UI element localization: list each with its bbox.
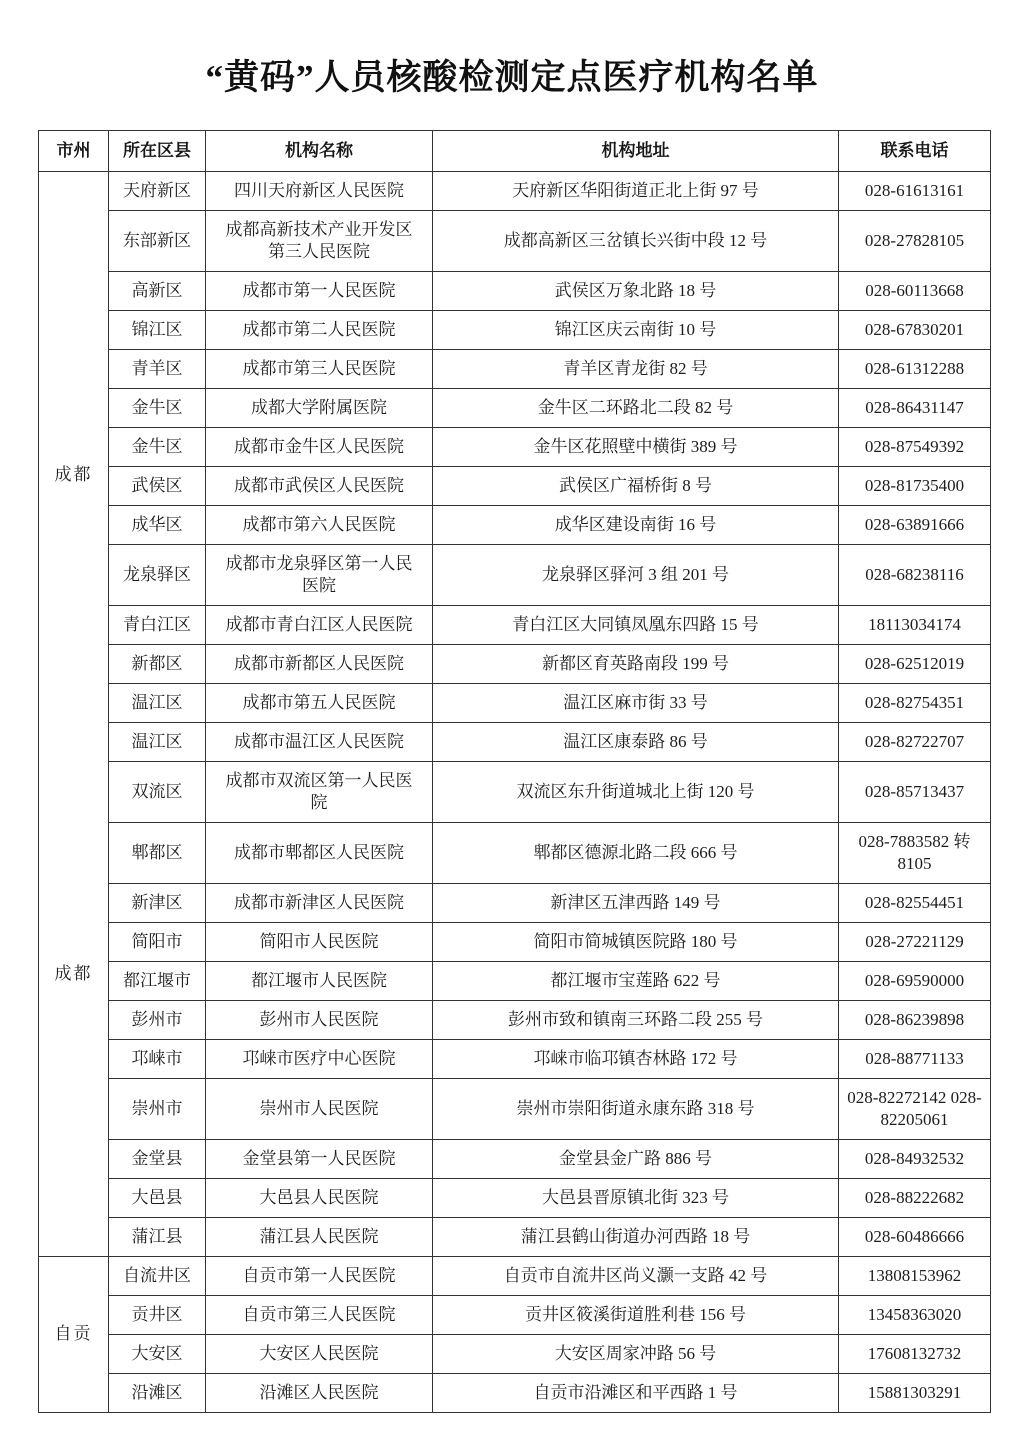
phone-cell: 028-62512019 <box>839 644 991 683</box>
institution-name-cell: 成都大学附属医院 <box>206 388 433 427</box>
table-row <box>39 1295 991 1334</box>
table-row <box>39 722 991 761</box>
phone-cell: 028-88222682 <box>839 1178 991 1217</box>
table-row <box>39 822 991 883</box>
address-cell: 大安区周家冲路 56 号 <box>433 1334 839 1373</box>
phone-cell: 028-68238116 <box>839 544 991 605</box>
institution-name-cell: 成都市第二人民医院 <box>206 310 433 349</box>
table-row <box>39 1000 991 1039</box>
address-cell: 金牛区二环路北二段 82 号 <box>433 388 839 427</box>
table-row <box>39 1373 991 1412</box>
phone-cell: 028-85713437 <box>839 761 991 822</box>
institution-name-cell: 蒲江县人民医院 <box>206 1217 433 1256</box>
table-row <box>39 1334 991 1373</box>
phone-cell: 028-84932532 <box>839 1139 991 1178</box>
address-cell: 都江堰市宝莲路 622 号 <box>433 961 839 1000</box>
institution-name-cell: 成都高新技术产业开发区第三人民医院 <box>206 210 433 271</box>
phone-cell: 15881303291 <box>839 1373 991 1412</box>
phone-cell: 028-86239898 <box>839 1000 991 1039</box>
address-cell: 新都区育英路南段 199 号 <box>433 644 839 683</box>
col-header-phone: 联系电话 <box>839 130 991 171</box>
institution-name-cell: 成都市第五人民医院 <box>206 683 433 722</box>
phone-cell: 028-81735400 <box>839 466 991 505</box>
phone-cell: 028-69590000 <box>839 961 991 1000</box>
table-row <box>39 310 991 349</box>
table-row <box>39 349 991 388</box>
address-cell: 金堂县金广路 886 号 <box>433 1139 839 1178</box>
institution-name-cell: 成都市金牛区人民医院 <box>206 427 433 466</box>
district-cell: 新津区 <box>109 883 206 922</box>
district-cell: 郫都区 <box>109 822 206 883</box>
phone-cell: 13458363020 <box>839 1295 991 1334</box>
district-cell: 双流区 <box>109 761 206 822</box>
address-cell: 金牛区花照壁中横街 389 号 <box>433 427 839 466</box>
district-cell: 崇州市 <box>109 1078 206 1139</box>
address-cell: 成华区建设南街 16 号 <box>433 505 839 544</box>
institution-name-cell: 成都市温江区人民医院 <box>206 722 433 761</box>
address-cell: 崇州市崇阳街道永康东路 318 号 <box>433 1078 839 1139</box>
phone-cell: 028-87549392 <box>839 427 991 466</box>
district-cell: 天府新区 <box>109 171 206 210</box>
institution-name-cell: 都江堰市人民医院 <box>206 961 433 1000</box>
address-cell: 龙泉驿区驿河 3 组 201 号 <box>433 544 839 605</box>
district-cell: 龙泉驿区 <box>109 544 206 605</box>
district-cell: 彭州市 <box>109 1000 206 1039</box>
phone-cell: 13808153962 <box>839 1256 991 1295</box>
table-row <box>39 761 991 822</box>
district-cell: 武侯区 <box>109 466 206 505</box>
table-row <box>39 210 991 271</box>
col-header-city: 市州 <box>39 130 109 171</box>
phone-cell: 028-82554451 <box>839 883 991 922</box>
district-cell: 温江区 <box>109 722 206 761</box>
table-row <box>39 1139 991 1178</box>
institution-name-cell: 成都市青白江区人民医院 <box>206 605 433 644</box>
table-row <box>39 544 991 605</box>
institution-name-cell: 成都市第三人民医院 <box>206 349 433 388</box>
phone-cell: 028-82272142 028-82205061 <box>839 1078 991 1139</box>
district-cell: 东部新区 <box>109 210 206 271</box>
phone-cell: 028-67830201 <box>839 310 991 349</box>
district-cell: 金牛区 <box>109 388 206 427</box>
district-cell: 大邑县 <box>109 1178 206 1217</box>
table-row <box>39 171 991 210</box>
address-cell: 武侯区万象北路 18 号 <box>433 271 839 310</box>
district-cell: 蒲江县 <box>109 1217 206 1256</box>
phone-cell: 028-61312288 <box>839 349 991 388</box>
col-header-institution-name: 机构名称 <box>206 130 433 171</box>
city-cell <box>39 171 109 1256</box>
institution-name-cell: 成都市第一人民医院 <box>206 271 433 310</box>
city-label: 成都 <box>54 465 93 485</box>
phone-cell: 17608132732 <box>839 1334 991 1373</box>
institution-name-cell: 成都市武侯区人民医院 <box>206 466 433 505</box>
institution-name-cell: 邛崃市医疗中心医院 <box>206 1039 433 1078</box>
table-row <box>39 505 991 544</box>
table-row <box>39 1256 991 1295</box>
address-cell: 贡井区筱溪街道胜利巷 156 号 <box>433 1295 839 1334</box>
table-row <box>39 922 991 961</box>
district-cell: 大安区 <box>109 1334 206 1373</box>
address-cell: 彭州市致和镇南三环路二段 255 号 <box>433 1000 839 1039</box>
institution-name-cell: 简阳市人民医院 <box>206 922 433 961</box>
district-cell: 成华区 <box>109 505 206 544</box>
address-cell: 自贡市自流井区尚义灏一支路 42 号 <box>433 1256 839 1295</box>
phone-cell: 028-61613161 <box>839 171 991 210</box>
address-cell: 成都高新区三岔镇长兴街中段 12 号 <box>433 210 839 271</box>
col-header-address: 机构地址 <box>433 130 839 171</box>
institution-name-cell: 金堂县第一人民医院 <box>206 1139 433 1178</box>
table-row <box>39 961 991 1000</box>
address-cell: 青羊区青龙街 82 号 <box>433 349 839 388</box>
col-header-district: 所在区县 <box>109 130 206 171</box>
institution-name-cell: 崇州市人民医院 <box>206 1078 433 1139</box>
address-cell: 天府新区华阳街道正北上街 97 号 <box>433 171 839 210</box>
table-row <box>39 271 991 310</box>
phone-cell: 028-27828105 <box>839 210 991 271</box>
district-cell: 沿滩区 <box>109 1373 206 1412</box>
city-cell <box>39 1256 109 1412</box>
phone-cell: 18113034174 <box>839 605 991 644</box>
address-cell: 邛崃市临邛镇杏林路 172 号 <box>433 1039 839 1078</box>
table-row <box>39 388 991 427</box>
district-cell: 简阳市 <box>109 922 206 961</box>
phone-cell: 028-82722707 <box>839 722 991 761</box>
address-cell: 双流区东升街道城北上街 120 号 <box>433 761 839 822</box>
table-row <box>39 605 991 644</box>
table-row <box>39 883 991 922</box>
table-row <box>39 644 991 683</box>
district-cell: 金牛区 <box>109 427 206 466</box>
institution-name-cell: 成都市新津区人民医院 <box>206 883 433 922</box>
phone-cell: 028-60113668 <box>839 271 991 310</box>
address-cell: 郫都区德源北路二段 666 号 <box>433 822 839 883</box>
phone-cell: 028-86431147 <box>839 388 991 427</box>
district-cell: 青羊区 <box>109 349 206 388</box>
table-row <box>39 1078 991 1139</box>
address-cell: 大邑县晋原镇北街 323 号 <box>433 1178 839 1217</box>
institution-name-cell: 沿滩区人民医院 <box>206 1373 433 1412</box>
table-row <box>39 1039 991 1078</box>
district-cell: 金堂县 <box>109 1139 206 1178</box>
header-row <box>39 130 991 171</box>
phone-cell: 028-63891666 <box>839 505 991 544</box>
district-cell: 高新区 <box>109 271 206 310</box>
institution-name-cell: 大安区人民医院 <box>206 1334 433 1373</box>
address-cell: 新津区五津西路 149 号 <box>433 883 839 922</box>
phone-cell: 028-60486666 <box>839 1217 991 1256</box>
address-cell: 武侯区广福桥街 8 号 <box>433 466 839 505</box>
address-cell: 简阳市简城镇医院路 180 号 <box>433 922 839 961</box>
city-label: 自贡 <box>54 1324 93 1344</box>
phone-cell: 028-82754351 <box>839 683 991 722</box>
phone-cell: 028-88771133 <box>839 1039 991 1078</box>
institution-name-cell: 成都市新都区人民医院 <box>206 644 433 683</box>
district-cell: 温江区 <box>109 683 206 722</box>
city-label: 成都 <box>54 963 93 983</box>
address-cell: 青白江区大同镇凤凰东四路 15 号 <box>433 605 839 644</box>
district-cell: 邛崃市 <box>109 1039 206 1078</box>
address-cell: 蒲江县鹤山街道办河西路 18 号 <box>433 1217 839 1256</box>
address-cell: 温江区麻市街 33 号 <box>433 683 839 722</box>
institution-name-cell: 成都市双流区第一人民医院 <box>206 761 433 822</box>
table-row <box>39 683 991 722</box>
institution-name-cell: 大邑县人民医院 <box>206 1178 433 1217</box>
table-row <box>39 427 991 466</box>
institution-name-cell: 成都市郫都区人民医院 <box>206 822 433 883</box>
institution-name-cell: 成都市龙泉驿区第一人民医院 <box>206 544 433 605</box>
table-row <box>39 1178 991 1217</box>
institution-name-cell: 四川天府新区人民医院 <box>206 171 433 210</box>
address-cell: 锦江区庆云南街 10 号 <box>433 310 839 349</box>
institution-name-cell: 彭州市人民医院 <box>206 1000 433 1039</box>
page-title: “黄码”人员核酸检测定点医疗机构名单 <box>205 58 819 97</box>
hospital-table <box>38 130 991 1413</box>
district-cell: 贡井区 <box>109 1295 206 1334</box>
table-row <box>39 466 991 505</box>
district-cell: 青白江区 <box>109 605 206 644</box>
institution-name-cell: 成都市第六人民医院 <box>206 505 433 544</box>
institution-name-cell: 自贡市第三人民医院 <box>206 1295 433 1334</box>
district-cell: 都江堰市 <box>109 961 206 1000</box>
address-cell: 温江区康泰路 86 号 <box>433 722 839 761</box>
district-cell: 新都区 <box>109 644 206 683</box>
phone-cell: 028-7883582 转 8105 <box>839 822 991 883</box>
table-row <box>39 1217 991 1256</box>
phone-cell: 028-27221129 <box>839 922 991 961</box>
address-cell: 自贡市沿滩区和平西路 1 号 <box>433 1373 839 1412</box>
institution-name-cell: 自贡市第一人民医院 <box>206 1256 433 1295</box>
district-cell: 自流井区 <box>109 1256 206 1295</box>
district-cell: 锦江区 <box>109 310 206 349</box>
